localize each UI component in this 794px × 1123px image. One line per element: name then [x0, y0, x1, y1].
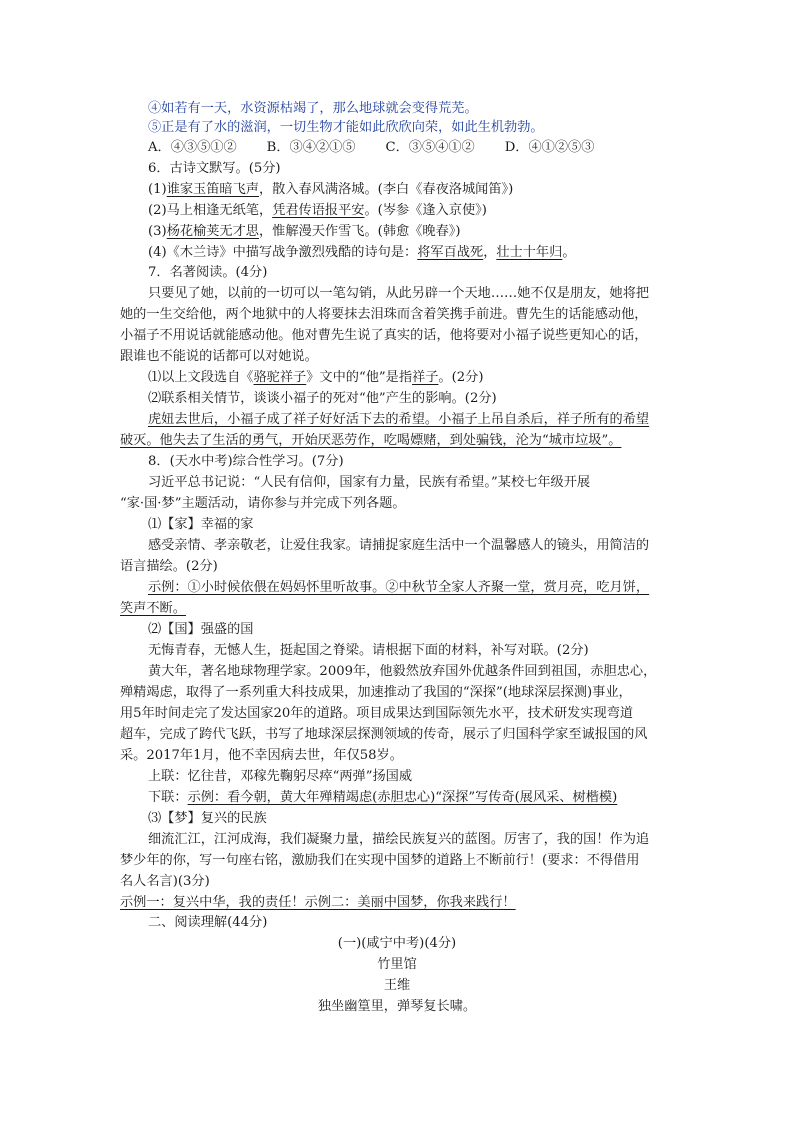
q7-subquestion-1	[148, 369, 483, 387]
q6-answer-4b: 壮士十年归	[496, 245, 563, 260]
q6-answer-2: 凭君传语报平安	[272, 203, 365, 218]
q7-passage-line-3: 小福子不用说话就能感动他。他对曹先生说了真实的话，他将要对小福子说些更知心的话，	[120, 328, 648, 343]
q8-material-line-5: 采。2017年1月，他不幸因病去世，年仅58岁。	[120, 748, 403, 763]
poem-author: 王维	[383, 978, 411, 993]
q7-sub1-pre: ⑴以上文段选自《	[148, 370, 254, 385]
q8-country-task: 无悔青春，无憾人生，挺起国之脊梁。请根据下面的材料，补写对联。(2分)	[148, 643, 589, 658]
q8-lower-pre: 下联：	[148, 790, 188, 805]
option-d: D．④①②⑤③	[504, 140, 595, 155]
q8-couplet-answer: 示例：看今朝，黄大年殚精竭虑(赤胆忠心)“深探”写传奇(展风采、树楷模)	[187, 790, 618, 805]
q6-item-2	[148, 202, 487, 220]
q7-title: 7．名著阅读。(4分)	[148, 265, 268, 280]
q6-item-2-pre: (2)马上相逢无纸笔，	[148, 203, 273, 218]
q6-item-4-sep: ，	[483, 245, 497, 260]
q5-sentence-4: ④如若有一天，水资源枯竭了，那么地球就会变得荒芜。	[148, 101, 478, 116]
q8-heading-dream: ⑶【梦】复兴的民族	[148, 811, 267, 826]
q7-passage-line-4: 跟谁也不能说的话都可以对她说。	[120, 349, 318, 364]
q6-item-4-end: 。	[562, 245, 576, 260]
q8-heading-family: ⑴【家】幸福的家	[148, 517, 254, 532]
q8-material-line-3: 用5年时间走完了发达国家20年的道路。项目成果达到国际领先水平，技术研发实现弯道	[120, 706, 634, 721]
q7-sub1-end: 。(2分)	[438, 370, 484, 385]
q7-subquestion-2: ⑵联系相关情节，谈谈小福子的死对“他”产生的影响。(2分)	[148, 391, 497, 406]
q5-sentence-5: ⑤正是有了水的滋润，一切生物才能如此欣欣向荣，如此生机勃勃。	[148, 120, 544, 135]
q6-item-4	[148, 244, 576, 262]
q6-item-2-rest: 。(岑参《逢入京使》)	[364, 203, 487, 218]
q6-item-4-pre: (4)《木兰诗》中描写战争激烈残酷的诗句是：	[148, 245, 418, 260]
q6-title: 6．古诗文默写。(5分)	[148, 161, 281, 176]
q8-material-line-2: 殚精竭虑，取得了一系列重大科技成果，加速推动了我国的“深探”(地球深层探测)事业，	[120, 685, 632, 700]
poem-title: 竹里馆	[377, 957, 417, 972]
q8-dream-task-2: 梦少年的你，写一句座右铭，激励我们在实现中国梦的道路上不断前行！(要求：不得借用	[120, 853, 640, 868]
q8-family-answer-1: 示例：①小时候依偎在妈妈怀里听故事。②中秋节全家人齐聚一堂，赏月亮，吃月饼，	[148, 580, 650, 595]
q8-intro-line-2: “家·国·梦”主题活动，请你参与并完成下列各题。	[120, 496, 406, 511]
poem-line-1: 独坐幽篁里，弹琴复长啸。	[317, 999, 477, 1014]
q8-material-line-4: 超车，完成了跨代飞跃，书写了地球深层探测领域的传奇，展示了归国科学家至诚报国的风	[120, 727, 648, 742]
q8-title: 8．(天水中考)综合性学习。(7分)	[148, 454, 344, 469]
q8-dream-answer: 示例一：复兴中华，我的责任！示例二：美丽中国梦，你我来践行！	[120, 895, 516, 910]
q6-item-3-number: (3)	[148, 224, 167, 239]
option-c: C．③⑤④①②	[385, 140, 475, 155]
q7-passage-line-2: 她的一生交给他，两个地狱中的人将要抹去泪珠而含着笑携手前进。曹先生的话能感动他，	[120, 307, 648, 322]
q7-passage-line-1: 只要见了她，以前的一切可以一笔勾销，从此另辟一个天地……她不仅是朋友，她将把	[148, 286, 650, 301]
q6-item-3-rest: ，惟解漫天作雪飞。(韩愈《晚春》)	[259, 224, 461, 239]
q8-family-answer-2: 笑声不断。	[120, 601, 186, 616]
q6-item-1-number: (1)	[148, 182, 167, 197]
q8-intro-line-1: 习近平总书记说：“人民有信仰，国家有力量，民族有希望。”某校七年级开展	[148, 475, 591, 490]
q7-answer-book: 骆驼祥子	[253, 370, 307, 385]
q8-dream-task-3: 名人名言)(3分)	[120, 874, 210, 889]
option-a: A．④③⑤①②	[148, 140, 237, 155]
q5-options	[148, 139, 624, 157]
q6-item-1-rest: ，散入春风满洛城。(李白《春夜洛城闻笛》)	[259, 182, 514, 197]
q8-material-line-1: 黄大年，著名地球物理学家。2009年，他毅然放弃国外优越条件回到祖国，赤胆忠心，	[148, 664, 657, 679]
q8-family-task-1: 感受亲情、孝亲敬老，让爱住我家。请捕捉家庭生活中一个温馨感人的镜头，用简洁的	[148, 538, 650, 553]
section-2-subtitle: (一)(咸宁中考)(4分)	[337, 936, 457, 951]
option-b: B．③④②①⑤	[266, 140, 356, 155]
section-2-title: 二、阅读理解(44分)	[148, 915, 268, 930]
q8-couplet-lower	[148, 789, 617, 807]
q6-item-1	[148, 181, 513, 199]
q8-dream-task-1: 细流汇江，江河成海，我们凝聚力量，描绘民族复兴的蓝图。厉害了，我的国！作为追	[148, 832, 650, 847]
q7-answer-line-1: 虎妞去世后，小福子成了祥子好好活下去的希望。小福子上吊自杀后，祥子所有的希望	[148, 412, 650, 427]
q8-couplet-upper: 上联：忆往昔，邓稼先鞠躬尽瘁“两弹”扬国威	[148, 769, 413, 784]
q7-answer-person: 祥子	[412, 370, 439, 385]
q6-answer-1: 谁家玉笛暗飞声	[166, 182, 259, 197]
q6-answer-3: 杨花榆荚无才思	[166, 224, 259, 239]
q6-item-3	[148, 223, 461, 241]
q6-answer-4a: 将军百战死	[417, 245, 484, 260]
q8-heading-country: ⑵【国】强盛的国	[148, 622, 254, 637]
q7-sub1-mid: 》文中的“他”是指	[306, 370, 413, 385]
q7-answer-line-2: 破灭。他失去了生活的勇气，开始厌恶劳作，吃喝嫖赌，到处骗钱，沦为“城市垃圾”。	[120, 433, 622, 448]
q8-family-task-2: 语言描绘。(2分)	[120, 559, 218, 574]
